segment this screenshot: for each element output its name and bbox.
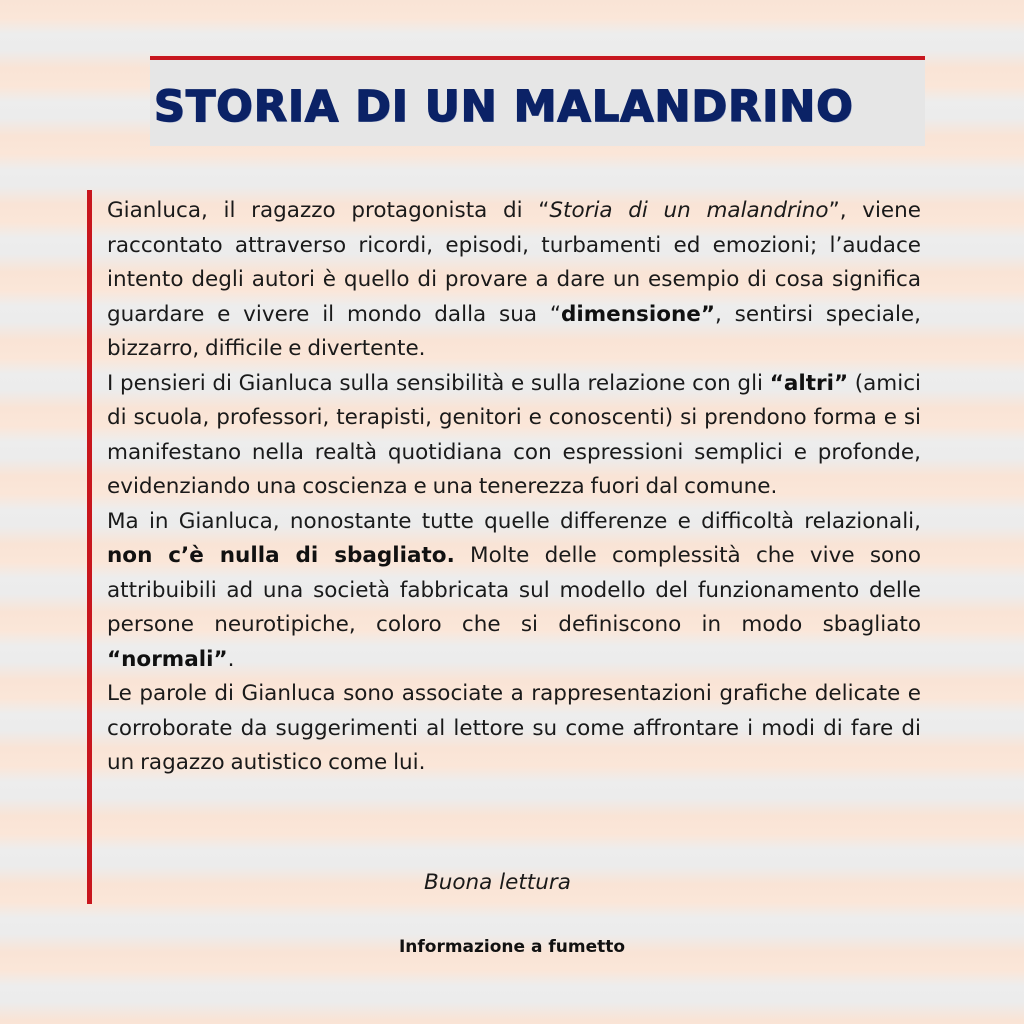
p1-text-a: Gianluca, il ragazzo protagonista di “	[107, 198, 550, 223]
paragraph-3	[107, 505, 921, 678]
title-banner	[150, 56, 925, 146]
p3-text-c: .	[227, 646, 235, 672]
p2-text-a: I pensieri di Gianluca sulla sensibilità e sulla relazione con gli	[107, 370, 770, 396]
paragraph-1	[107, 194, 921, 367]
p1-bold-dimensione: dimensione”	[560, 301, 715, 327]
p4-text-a: Le parole di Gianluca sono associate a rappresentazioni grafiche delicate e corroborate da suggerimenti al lettore su come affrontare i modi di fare di un ragazzo autistico come lui.	[107, 681, 921, 775]
page-title: STORIA DI UN MALANDRINO	[154, 82, 854, 132]
paragraph-2	[107, 367, 921, 505]
p1-book-title: Storia di un malandrino	[549, 198, 829, 223]
p3-text-a: Ma in Gianluca, nonostante tutte quelle differenze e difficoltà relazionali,	[107, 508, 921, 534]
paragraph-4	[107, 677, 921, 781]
p3-bold-sbagliato: non c’è nulla di sbagliato.	[107, 543, 455, 568]
closing-line: Buona lettura	[424, 870, 571, 895]
footer-credit	[0, 937, 1024, 957]
p3-text-b: Molte delle complessità che vive sono attribuibili ad una società fabbricata sul modello del funzionamento delle persone neurotipiche, coloro che si definiscono in modo sbagliato	[107, 543, 921, 637]
p1-text-b: ”, viene raccontato attraverso ricordi, episodi, turbamenti ed emozioni; l’audace intento degli autori è quello di provare a dare un esempio di cosa significa guardare e vivere il mondo dalla sua “	[107, 198, 921, 327]
body-text-block	[87, 190, 921, 904]
footer-text: Informazione a fumetto	[398, 937, 626, 957]
p1-text-c: , sentirsi speciale, bizzarro, difficile e divertente.	[107, 301, 921, 361]
p2-text-b: (amici di scuola, professori, terapisti, genitori e conoscenti) si prendono forma e si manifestano nella realtà quotidiana con espressioni semplici e profonde, evidenziando una coscienza e una tenerezza fuori dal comune.	[107, 370, 922, 499]
p3-bold-normali: “normali”	[107, 646, 228, 672]
p2-bold-altri: “altri”	[769, 370, 849, 396]
